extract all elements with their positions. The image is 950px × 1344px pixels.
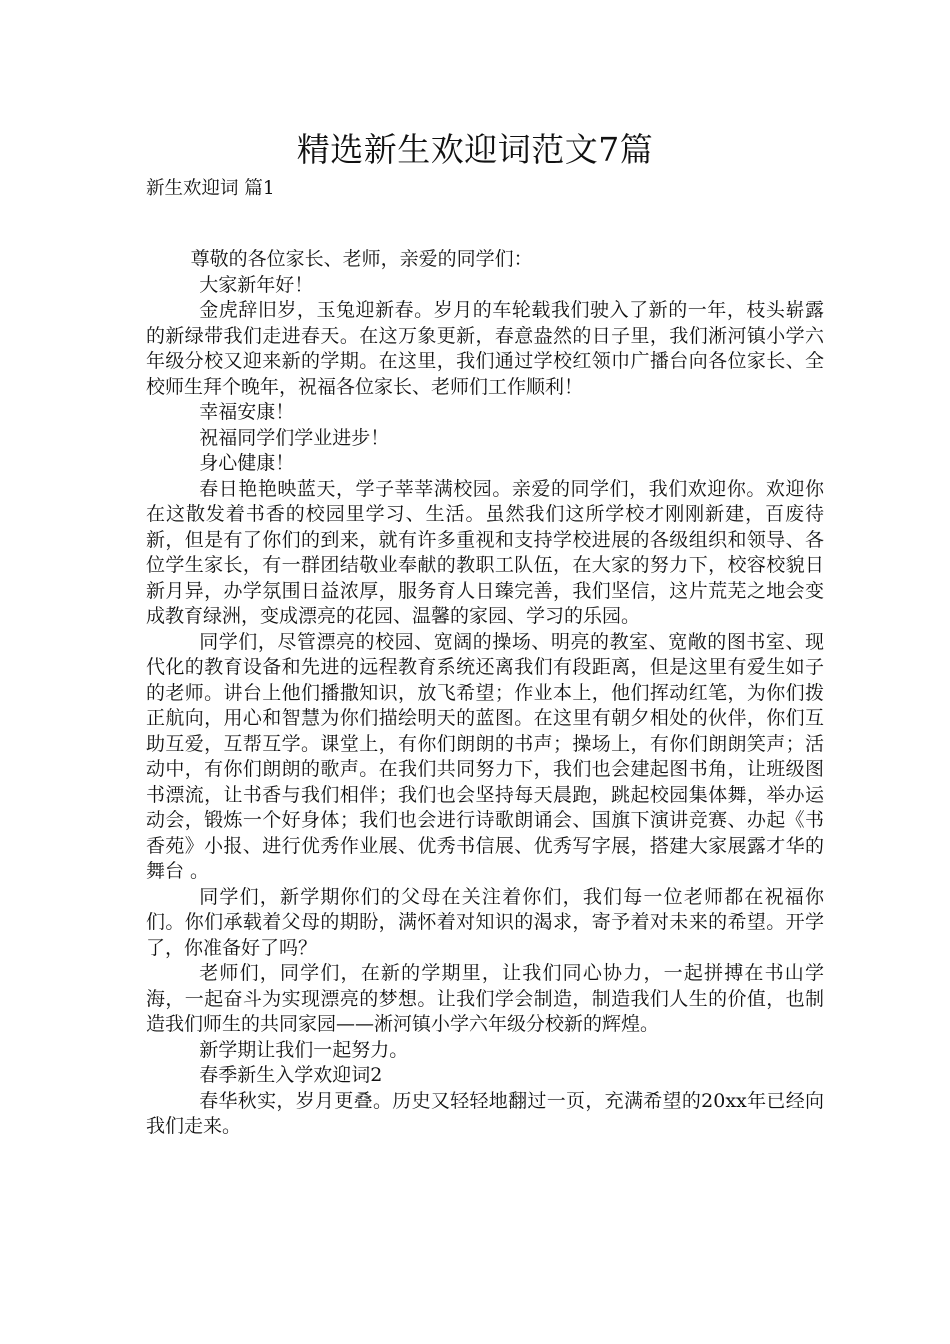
paragraph: 老师们，同学们，在新的学期里，让我们同心协力，一起拼搏在书山学海，一起奋斗为实现漂亮的梦想。让我们学会制造，制造我们人生的价值，也制造我们师生的共同家园——淅河镇小学六年级分校新的辉煌。 (146, 962, 824, 1035)
paragraph: 同学们，尽管漂亮的校园、宽阔的操场、明亮的教室、宽敞的图书室、现代化的教育设备和先进的远程教育系统还离我们有段距离，但是这里有爱生如子的老师。讲台上他们播撒知识，放飞希望；作业本上，他们挥动红笔，为你们拨正航向，用心和智慧为你们描绘明天的蓝图。在这里有朝夕相处的伙伴，你们互助互爱，互帮互学。课堂上，有你们朗朗的书声；操场上，有你们朗朗笑声；活动中，有你们朗朗的歌声。在我们共同努力下，我们也会建起图书角，让班级图书漂流，让书香与我们相伴；我们也会坚持每天晨跑，跳起校园集体舞，举办运动会，锻炼一个好身体；我们也会进行诗歌朗诵会、国旗下演讲竞赛、办起《书香苑》小报、进行优秀作业展、优秀书信展、优秀写字展，搭建大家展露才华的舞台 。 (146, 630, 824, 882)
paragraph: 春华秋实，岁月更叠。历史又轻轻地翻过一页，充满希望的20xx年已经向我们走来。 (146, 1089, 824, 1137)
paragraph: 春日艳艳映蓝天，学子莘莘满校园。亲爱的同学们，我们欢迎你。欢迎你在这散发着书香的校园里学习、生活。虽然我们这所学校才刚刚新建，百废待新，但是有了你们的到来，就有许多重视和支持学校进展的各级组织和领导、各位学生家长，有一群团结敬业奉献的教职工队伍，在大家的努力下，校容校貌日新月异，办学氛围日益浓厚，服务育人日臻完善，我们坚信，这片荒芜之地会变成教育绿洲，变成漂亮的花园、温馨的家园、学习的乐园。 (146, 477, 824, 627)
document-body (146, 247, 824, 1140)
section-heading: 新生欢迎词 篇1 (146, 178, 275, 199)
salutation: 尊敬的各位家长、老师，亲爱的同学们： (190, 248, 533, 270)
paragraph: 春季新生入学欢迎词2 (199, 1064, 383, 1086)
paragraph: 身心健康！ (199, 452, 295, 474)
paragraph: 同学们，新学期你们的父母在关注着你们，我们每一位老师都在祝福你们。你们承载着父母的期盼，满怀着对知识的渴求，寄予着对未来的希望。开学了，你准备好了吗？ (146, 885, 824, 959)
paragraph: 金虎辞旧岁，玉兔迎新春。岁月的车轮载我们驶入了新的一年，枝头崭露的新绿带我们走进春天。在这万象更新，春意盎然的日子里，我们淅河镇小学六年级分校又迎来新的学期。在这里，我们通过学校红领巾广播台向各位家长、全校师生拜个晚年，祝福各位家长、老师们工作顺利！ (146, 299, 824, 398)
paragraph: 幸福安康！ (199, 401, 295, 423)
document-title: 精选新生欢迎词范文7篇 (296, 130, 654, 169)
paragraph: 祝福同学们学业进步！ (199, 426, 390, 449)
paragraph: 新学期让我们一起努力。 (199, 1038, 409, 1061)
paragraph: 大家新年好！ (199, 273, 314, 296)
